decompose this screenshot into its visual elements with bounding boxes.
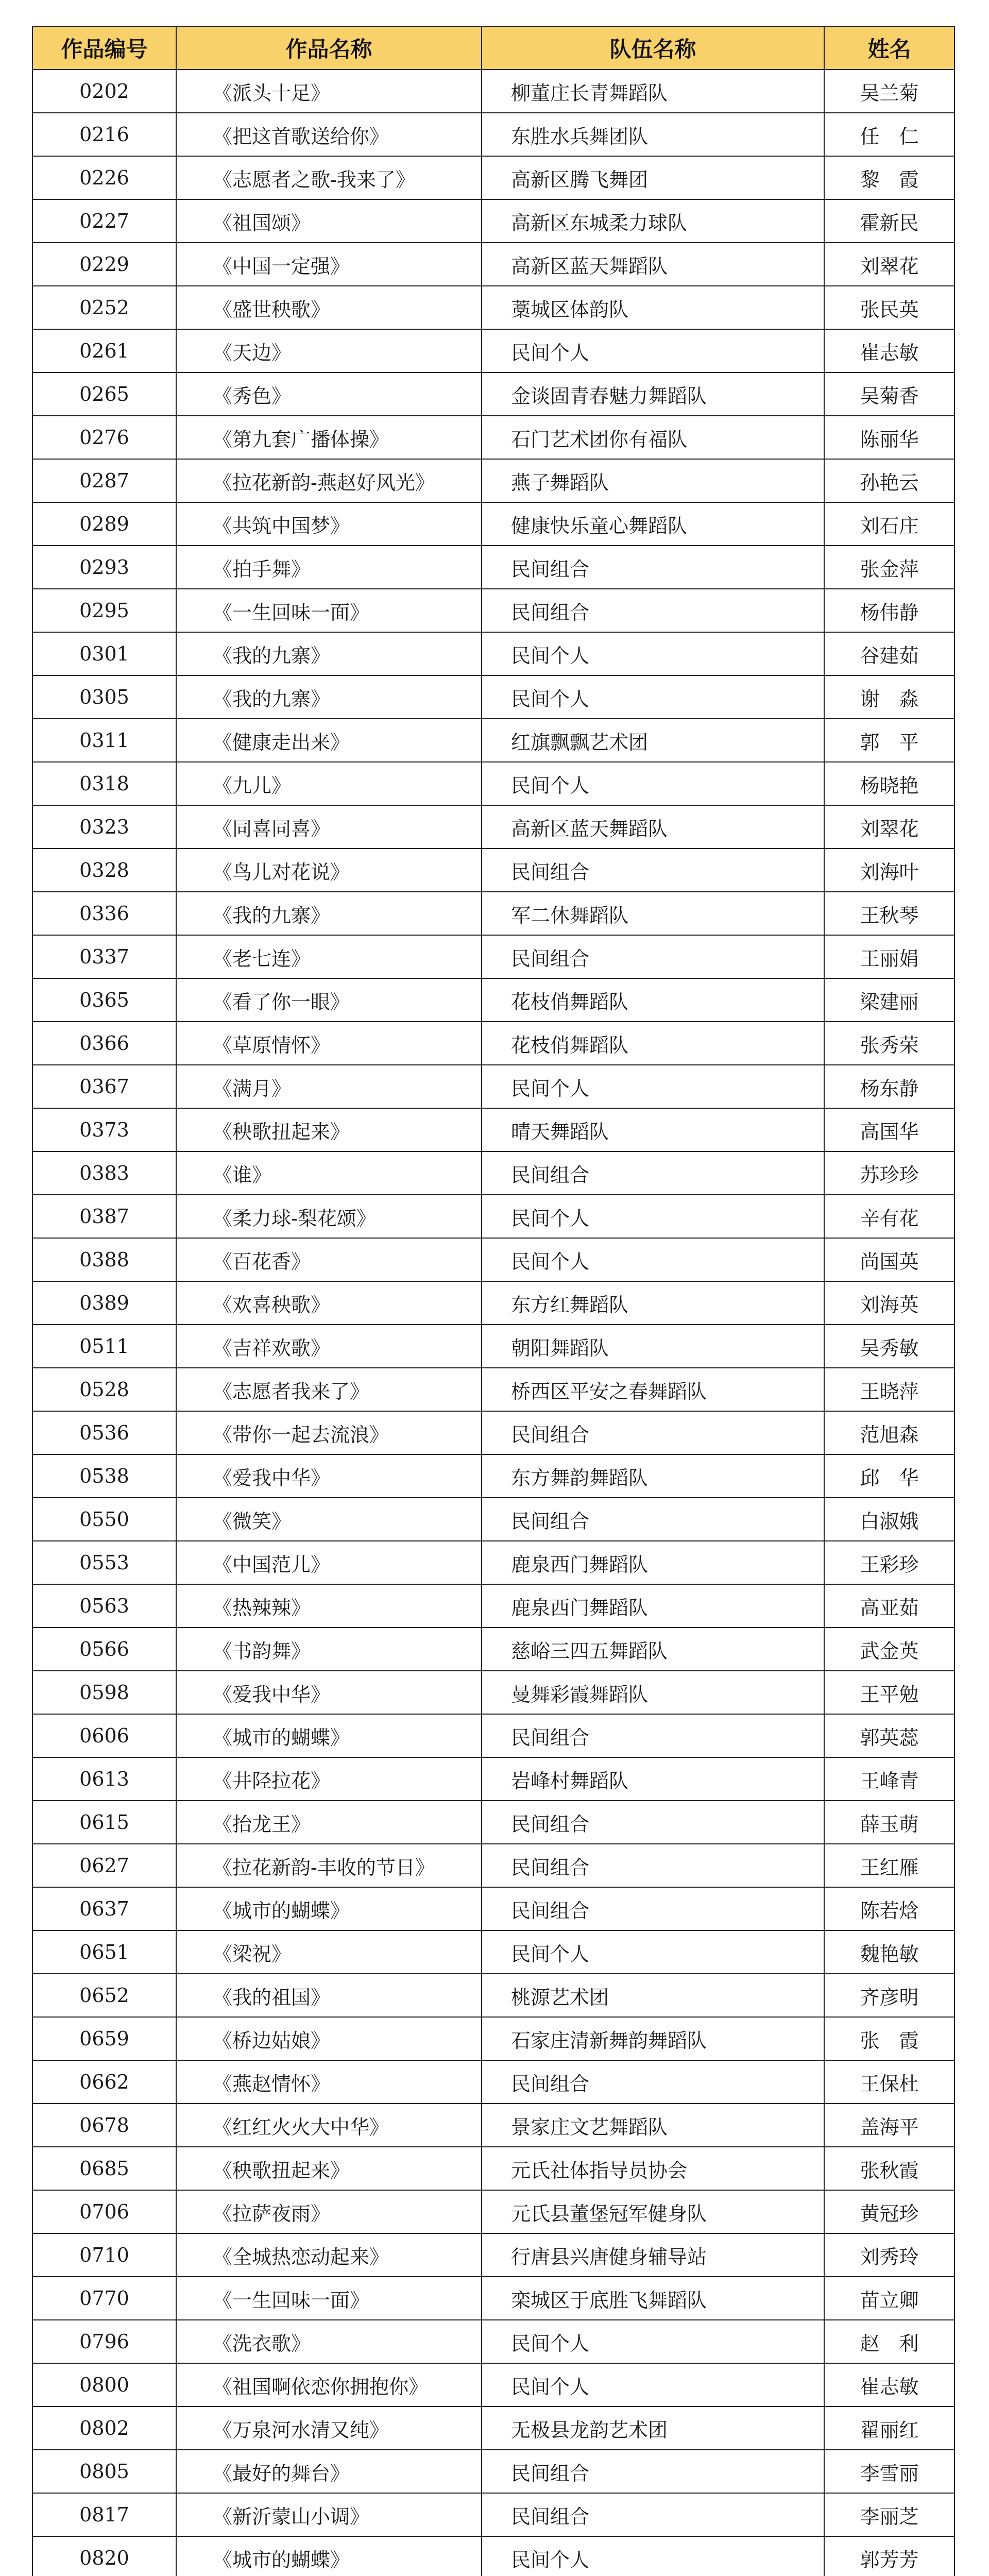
table-row [32, 546, 954, 589]
cell-work: 《祖国啊依恋你拥抱你》 [176, 2363, 482, 2406]
cell-work: 《健康走出来》 [176, 719, 482, 762]
table-row [32, 2147, 954, 2190]
cell-id: 0328 [32, 849, 176, 892]
table-row [32, 70, 954, 113]
cell-id: 0305 [32, 675, 176, 719]
cell-work: 《新沂蒙山小调》 [176, 2493, 482, 2536]
cell-id: 0662 [32, 2060, 176, 2104]
table-row [32, 1757, 954, 1801]
cell-name: 魏艳敏 [824, 1930, 954, 1974]
cell-work: 《柔力球-梨花颂》 [176, 1195, 482, 1238]
cell-name: 翟丽红 [824, 2406, 954, 2450]
cell-id: 0528 [32, 1368, 176, 1411]
cell-team: 民间组合 [482, 2060, 824, 2104]
cell-name: 李雪丽 [824, 2450, 954, 2493]
cell-team: 藁城区体韵队 [482, 286, 824, 329]
table-row [32, 1974, 954, 2017]
cell-work: 《九儿》 [176, 762, 482, 805]
cell-team: 曼舞彩霞舞蹈队 [482, 1671, 824, 1714]
cell-work: 《抬龙王》 [176, 1801, 482, 1844]
cell-work: 《天边》 [176, 329, 482, 372]
cell-name: 刘翠花 [824, 243, 954, 286]
table-row [32, 1584, 954, 1628]
cell-work: 《秀色》 [176, 372, 482, 416]
cell-id: 0627 [32, 1844, 176, 1887]
cell-id: 0598 [32, 1671, 176, 1714]
table-row [32, 2536, 954, 2576]
table-row [32, 459, 954, 502]
cell-name: 张秀荣 [824, 1022, 954, 1065]
cell-team: 栾城区于底胜飞舞蹈队 [482, 2277, 824, 2320]
cell-name: 刘秀玲 [824, 2233, 954, 2277]
table-row [32, 1930, 954, 1974]
header-id: 作品编号 [32, 26, 176, 70]
cell-team: 景家庄文艺舞蹈队 [482, 2104, 824, 2147]
cell-name: 齐彦明 [824, 1974, 954, 2017]
table-row [32, 286, 954, 329]
cell-name: 吴兰菊 [824, 70, 954, 113]
table-row [32, 632, 954, 675]
cell-name: 苗立卿 [824, 2277, 954, 2320]
cell-team: 东方舞韵舞蹈队 [482, 1454, 824, 1498]
cell-name: 郭英蕊 [824, 1714, 954, 1757]
cell-work: 《城市的蝴蝶》 [176, 2536, 482, 2576]
cell-team: 鹿泉西门舞蹈队 [482, 1541, 824, 1584]
table-row [32, 1238, 954, 1281]
cell-team: 民间个人 [482, 2320, 824, 2363]
cell-id: 0538 [32, 1454, 176, 1498]
table-row [32, 1411, 954, 1454]
cell-id: 0820 [32, 2536, 176, 2576]
table-row [32, 675, 954, 719]
cell-name: 张秋霞 [824, 2147, 954, 2190]
cell-work: 《中国一定强》 [176, 243, 482, 286]
cell-id: 0227 [32, 199, 176, 243]
cell-work: 《盛世秧歌》 [176, 286, 482, 329]
cell-id: 0652 [32, 1974, 176, 2017]
table-row [32, 1844, 954, 1887]
cell-id: 0216 [32, 113, 176, 156]
cell-name: 王红雁 [824, 1844, 954, 1887]
cell-team: 柳董庄长青舞蹈队 [482, 70, 824, 113]
cell-work: 《红红火火大中华》 [176, 2104, 482, 2147]
table-row [32, 978, 954, 1022]
table-row [32, 2493, 954, 2536]
header-work: 作品名称 [176, 26, 482, 70]
cell-team: 民间组合 [482, 2493, 824, 2536]
cell-name: 李丽芝 [824, 2493, 954, 2536]
cell-id: 0796 [32, 2320, 176, 2363]
table-row [32, 2190, 954, 2233]
cell-team: 行唐县兴唐健身辅导站 [482, 2233, 824, 2277]
cell-work: 《吉祥欢歌》 [176, 1325, 482, 1368]
cell-work: 《满月》 [176, 1065, 482, 1108]
cell-team: 高新区蓝天舞蹈队 [482, 805, 824, 849]
cell-team: 军二休舞蹈队 [482, 892, 824, 935]
cell-team: 民间个人 [482, 1065, 824, 1108]
cell-team: 民间组合 [482, 2450, 824, 2493]
cell-team: 桃源艺术团 [482, 1974, 824, 2017]
cell-id: 0566 [32, 1628, 176, 1671]
table-row [32, 243, 954, 286]
cell-id: 0706 [32, 2190, 176, 2233]
cell-name: 王保杜 [824, 2060, 954, 2104]
cell-id: 0615 [32, 1801, 176, 1844]
cell-id: 0226 [32, 156, 176, 199]
cell-name: 陈丽华 [824, 416, 954, 459]
cell-team: 东胜水兵舞团队 [482, 113, 824, 156]
cell-team: 民间个人 [482, 2536, 824, 2576]
cell-team: 花枝俏舞蹈队 [482, 978, 824, 1022]
cell-team: 金谈固青春魅力舞蹈队 [482, 372, 824, 416]
cell-work: 《中国范儿》 [176, 1541, 482, 1584]
table-row [32, 1195, 954, 1238]
cell-id: 0389 [32, 1281, 176, 1325]
cell-id: 0301 [32, 632, 176, 675]
table-row [32, 1151, 954, 1195]
cell-work: 《燕赵情怀》 [176, 2060, 482, 2104]
cell-team: 晴天舞蹈队 [482, 1108, 824, 1151]
cell-name: 盖海平 [824, 2104, 954, 2147]
cell-id: 0678 [32, 2104, 176, 2147]
cell-team: 红旗飘飘艺术团 [482, 719, 824, 762]
table-row [32, 1887, 954, 1930]
cell-id: 0265 [32, 372, 176, 416]
cell-work: 《桥边姑娘》 [176, 2017, 482, 2060]
cell-name: 刘海英 [824, 1281, 954, 1325]
cell-id: 0311 [32, 719, 176, 762]
cell-team: 民间组合 [482, 935, 824, 978]
cell-team: 民间个人 [482, 1195, 824, 1238]
cell-team: 民间组合 [482, 1714, 824, 1757]
cell-name: 白淑娥 [824, 1498, 954, 1541]
cell-name: 张民英 [824, 286, 954, 329]
cell-team: 民间个人 [482, 1930, 824, 1974]
table-row [32, 1628, 954, 1671]
table-row [32, 1368, 954, 1411]
cell-team: 石家庄清新舞韵舞蹈队 [482, 2017, 824, 2060]
cell-id: 0800 [32, 2363, 176, 2406]
cell-id: 0289 [32, 502, 176, 546]
cell-id: 0229 [32, 243, 176, 286]
cell-work: 《最好的舞台》 [176, 2450, 482, 2493]
cell-id: 0637 [32, 1887, 176, 1930]
cell-work: 《志愿者我来了》 [176, 1368, 482, 1411]
cell-work: 《洗衣歌》 [176, 2320, 482, 2363]
cell-id: 0383 [32, 1151, 176, 1195]
cell-id: 0276 [32, 416, 176, 459]
cell-name: 杨东静 [824, 1065, 954, 1108]
header-team: 队伍名称 [482, 26, 824, 70]
table-row [32, 2233, 954, 2277]
cell-name: 王峰青 [824, 1757, 954, 1801]
cell-name: 邱 华 [824, 1454, 954, 1498]
table-row [32, 1541, 954, 1584]
cell-id: 0293 [32, 546, 176, 589]
cell-team: 慈峪三四五舞蹈队 [482, 1628, 824, 1671]
cell-team: 民间个人 [482, 632, 824, 675]
cell-work: 《鸟儿对花说》 [176, 849, 482, 892]
cell-work: 《热辣辣》 [176, 1584, 482, 1628]
cell-work: 《梁祝》 [176, 1930, 482, 1974]
cell-id: 0287 [32, 459, 176, 502]
cell-work: 《同喜同喜》 [176, 805, 482, 849]
cell-name: 赵 利 [824, 2320, 954, 2363]
cell-id: 0336 [32, 892, 176, 935]
cell-work: 《老七连》 [176, 935, 482, 978]
cell-id: 0337 [32, 935, 176, 978]
cell-team: 元氏县董堡冠军健身队 [482, 2190, 824, 2233]
table-row [32, 199, 954, 243]
cell-name: 刘石庄 [824, 502, 954, 546]
cell-name: 郭芳芳 [824, 2536, 954, 2576]
cell-work: 《拉花新韵-丰收的节日》 [176, 1844, 482, 1887]
cell-id: 0373 [32, 1108, 176, 1151]
cell-work: 《志愿者之歌-我来了》 [176, 156, 482, 199]
cell-name: 崔志敏 [824, 2363, 954, 2406]
table-row [32, 416, 954, 459]
cell-name: 王彩珍 [824, 1541, 954, 1584]
cell-team: 健康快乐童心舞蹈队 [482, 502, 824, 546]
cell-id: 0365 [32, 978, 176, 1022]
table-row [32, 1065, 954, 1108]
cell-name: 张金萍 [824, 546, 954, 589]
cell-id: 0710 [32, 2233, 176, 2277]
cell-id: 0553 [32, 1541, 176, 1584]
table-row [32, 1281, 954, 1325]
cell-id: 0802 [32, 2406, 176, 2450]
cell-name: 武金英 [824, 1628, 954, 1671]
table-row [32, 1108, 954, 1151]
cell-team: 民间个人 [482, 762, 824, 805]
cell-team: 民间组合 [482, 1411, 824, 1454]
cell-team: 民间组合 [482, 1844, 824, 1887]
table-row [32, 1801, 954, 1844]
cell-id: 0536 [32, 1411, 176, 1454]
cell-team: 民间组合 [482, 1498, 824, 1541]
cell-team: 桥西区平安之春舞蹈队 [482, 1368, 824, 1411]
cell-work: 《井陉拉花》 [176, 1757, 482, 1801]
cell-name: 霍新民 [824, 199, 954, 243]
cell-work: 《一生回味一面》 [176, 2277, 482, 2320]
cell-id: 0295 [32, 589, 176, 632]
cell-name: 辛有花 [824, 1195, 954, 1238]
cell-work: 《欢喜秧歌》 [176, 1281, 482, 1325]
table-row [32, 372, 954, 416]
cell-id: 0805 [32, 2450, 176, 2493]
table-row [32, 2104, 954, 2147]
cell-team: 鹿泉西门舞蹈队 [482, 1584, 824, 1628]
cell-team: 民间组合 [482, 1151, 824, 1195]
cell-id: 0387 [32, 1195, 176, 1238]
table-row [32, 1325, 954, 1368]
cell-work: 《城市的蝴蝶》 [176, 1714, 482, 1757]
cell-work: 《草原情怀》 [176, 1022, 482, 1065]
header-name: 姓名 [824, 26, 954, 70]
cell-name: 吴菊香 [824, 372, 954, 416]
cell-name: 崔志敏 [824, 329, 954, 372]
cell-team: 高新区腾飞舞团 [482, 156, 824, 199]
table-row [32, 2017, 954, 2060]
table-row [32, 2406, 954, 2450]
table-row [32, 2277, 954, 2320]
cell-id: 0318 [32, 762, 176, 805]
cell-team: 石门艺术团你有福队 [482, 416, 824, 459]
cell-name: 黄冠珍 [824, 2190, 954, 2233]
table-row [32, 1454, 954, 1498]
cell-name: 吴秀敏 [824, 1325, 954, 1368]
cell-team: 元氏社体指导员协会 [482, 2147, 824, 2190]
cell-work: 《城市的蝴蝶》 [176, 1887, 482, 1930]
table-row [32, 2320, 954, 2363]
table-row [32, 502, 954, 546]
cell-id: 0613 [32, 1757, 176, 1801]
table-row [32, 1714, 954, 1757]
table-row [32, 849, 954, 892]
cell-id: 0388 [32, 1238, 176, 1281]
cell-id: 0366 [32, 1022, 176, 1065]
cell-team: 高新区蓝天舞蹈队 [482, 243, 824, 286]
cell-team: 民间个人 [482, 329, 824, 372]
cell-team: 民间个人 [482, 2363, 824, 2406]
cell-work: 《把这首歌送给你》 [176, 113, 482, 156]
cell-work: 《书韵舞》 [176, 1628, 482, 1671]
table-row [32, 935, 954, 978]
cell-name: 黎 霞 [824, 156, 954, 199]
cell-name: 薛玉萌 [824, 1801, 954, 1844]
cell-name: 杨晓艳 [824, 762, 954, 805]
cell-work: 《我的九寨》 [176, 632, 482, 675]
cell-work: 《带你一起去流浪》 [176, 1411, 482, 1454]
table-row [32, 589, 954, 632]
cell-work: 《拉萨夜雨》 [176, 2190, 482, 2233]
cell-work: 《一生回味一面》 [176, 589, 482, 632]
table-row [32, 719, 954, 762]
cell-team: 民间个人 [482, 675, 824, 719]
cell-work: 《全城热恋动起来》 [176, 2233, 482, 2277]
cell-name: 刘翠花 [824, 805, 954, 849]
table-row [32, 762, 954, 805]
cell-work: 《看了你一眼》 [176, 978, 482, 1022]
cell-name: 郭 平 [824, 719, 954, 762]
cell-work: 《爱我中华》 [176, 1454, 482, 1498]
cell-name: 高国华 [824, 1108, 954, 1151]
cell-name: 刘海叶 [824, 849, 954, 892]
cell-work: 《我的九寨》 [176, 892, 482, 935]
cell-team: 东方红舞蹈队 [482, 1281, 824, 1325]
cell-id: 0685 [32, 2147, 176, 2190]
cell-name: 高亚茹 [824, 1584, 954, 1628]
cell-name: 谷建茹 [824, 632, 954, 675]
table-row [32, 2363, 954, 2406]
cell-id: 0770 [32, 2277, 176, 2320]
cell-team: 民间组合 [482, 1887, 824, 1930]
cell-id: 0817 [32, 2493, 176, 2536]
table-row [32, 156, 954, 199]
cell-team: 民间个人 [482, 1238, 824, 1281]
cell-id: 0367 [32, 1065, 176, 1108]
cell-name: 王平勉 [824, 1671, 954, 1714]
cell-work: 《共筑中国梦》 [176, 502, 482, 546]
table-row [32, 805, 954, 849]
cell-id: 0252 [32, 286, 176, 329]
cell-name: 梁建丽 [824, 978, 954, 1022]
table-row [32, 892, 954, 935]
cell-name: 王晓萍 [824, 1368, 954, 1411]
cell-work: 《拉花新韵-燕赵好风光》 [176, 459, 482, 502]
cell-team: 无极县龙韵艺术团 [482, 2406, 824, 2450]
cell-work: 《我的九寨》 [176, 675, 482, 719]
cell-id: 0563 [32, 1584, 176, 1628]
cell-work: 《祖国颂》 [176, 199, 482, 243]
table-row [32, 1671, 954, 1714]
cell-name: 范旭森 [824, 1411, 954, 1454]
cell-id: 0651 [32, 1930, 176, 1974]
cell-name: 王秋琴 [824, 892, 954, 935]
cell-name: 孙艳云 [824, 459, 954, 502]
table-row [32, 1498, 954, 1541]
table-row [32, 2450, 954, 2493]
cell-name: 陈若焓 [824, 1887, 954, 1930]
cell-name: 尚国英 [824, 1238, 954, 1281]
table-row [32, 329, 954, 372]
cell-work: 《微笑》 [176, 1498, 482, 1541]
cell-id: 0202 [32, 70, 176, 113]
cell-work: 《秧歌扭起来》 [176, 1108, 482, 1151]
cell-work: 《秧歌扭起来》 [176, 2147, 482, 2190]
cell-work: 《万泉河水清又纯》 [176, 2406, 482, 2450]
cell-name: 王丽娟 [824, 935, 954, 978]
cell-team: 民间组合 [482, 849, 824, 892]
table-row [32, 1022, 954, 1065]
cell-team: 民间组合 [482, 1801, 824, 1844]
cell-id: 0323 [32, 805, 176, 849]
cell-team: 高新区东城柔力球队 [482, 199, 824, 243]
cell-team: 民间组合 [482, 589, 824, 632]
header-row [32, 26, 954, 70]
cell-team: 岩峰村舞蹈队 [482, 1757, 824, 1801]
cell-name: 张 霞 [824, 2017, 954, 2060]
cell-team: 花枝俏舞蹈队 [482, 1022, 824, 1065]
cell-id: 0511 [32, 1325, 176, 1368]
cell-work: 《谁》 [176, 1151, 482, 1195]
cell-work: 《百花香》 [176, 1238, 482, 1281]
cell-name: 任 仁 [824, 113, 954, 156]
cell-team: 民间组合 [482, 546, 824, 589]
table-row [32, 2060, 954, 2104]
cell-team: 燕子舞蹈队 [482, 459, 824, 502]
entries-table [32, 26, 955, 2576]
cell-name: 杨伟静 [824, 589, 954, 632]
cell-work: 《爱我中华》 [176, 1671, 482, 1714]
cell-work: 《派头十足》 [176, 70, 482, 113]
cell-id: 0261 [32, 329, 176, 372]
cell-id: 0550 [32, 1498, 176, 1541]
cell-name: 苏珍珍 [824, 1151, 954, 1195]
cell-team: 朝阳舞蹈队 [482, 1325, 824, 1368]
table-row [32, 113, 954, 156]
cell-name: 谢 淼 [824, 675, 954, 719]
cell-work: 《拍手舞》 [176, 546, 482, 589]
cell-id: 0606 [32, 1714, 176, 1757]
cell-work: 《我的祖国》 [176, 1974, 482, 2017]
cell-id: 0659 [32, 2017, 176, 2060]
cell-work: 《第九套广播体操》 [176, 416, 482, 459]
